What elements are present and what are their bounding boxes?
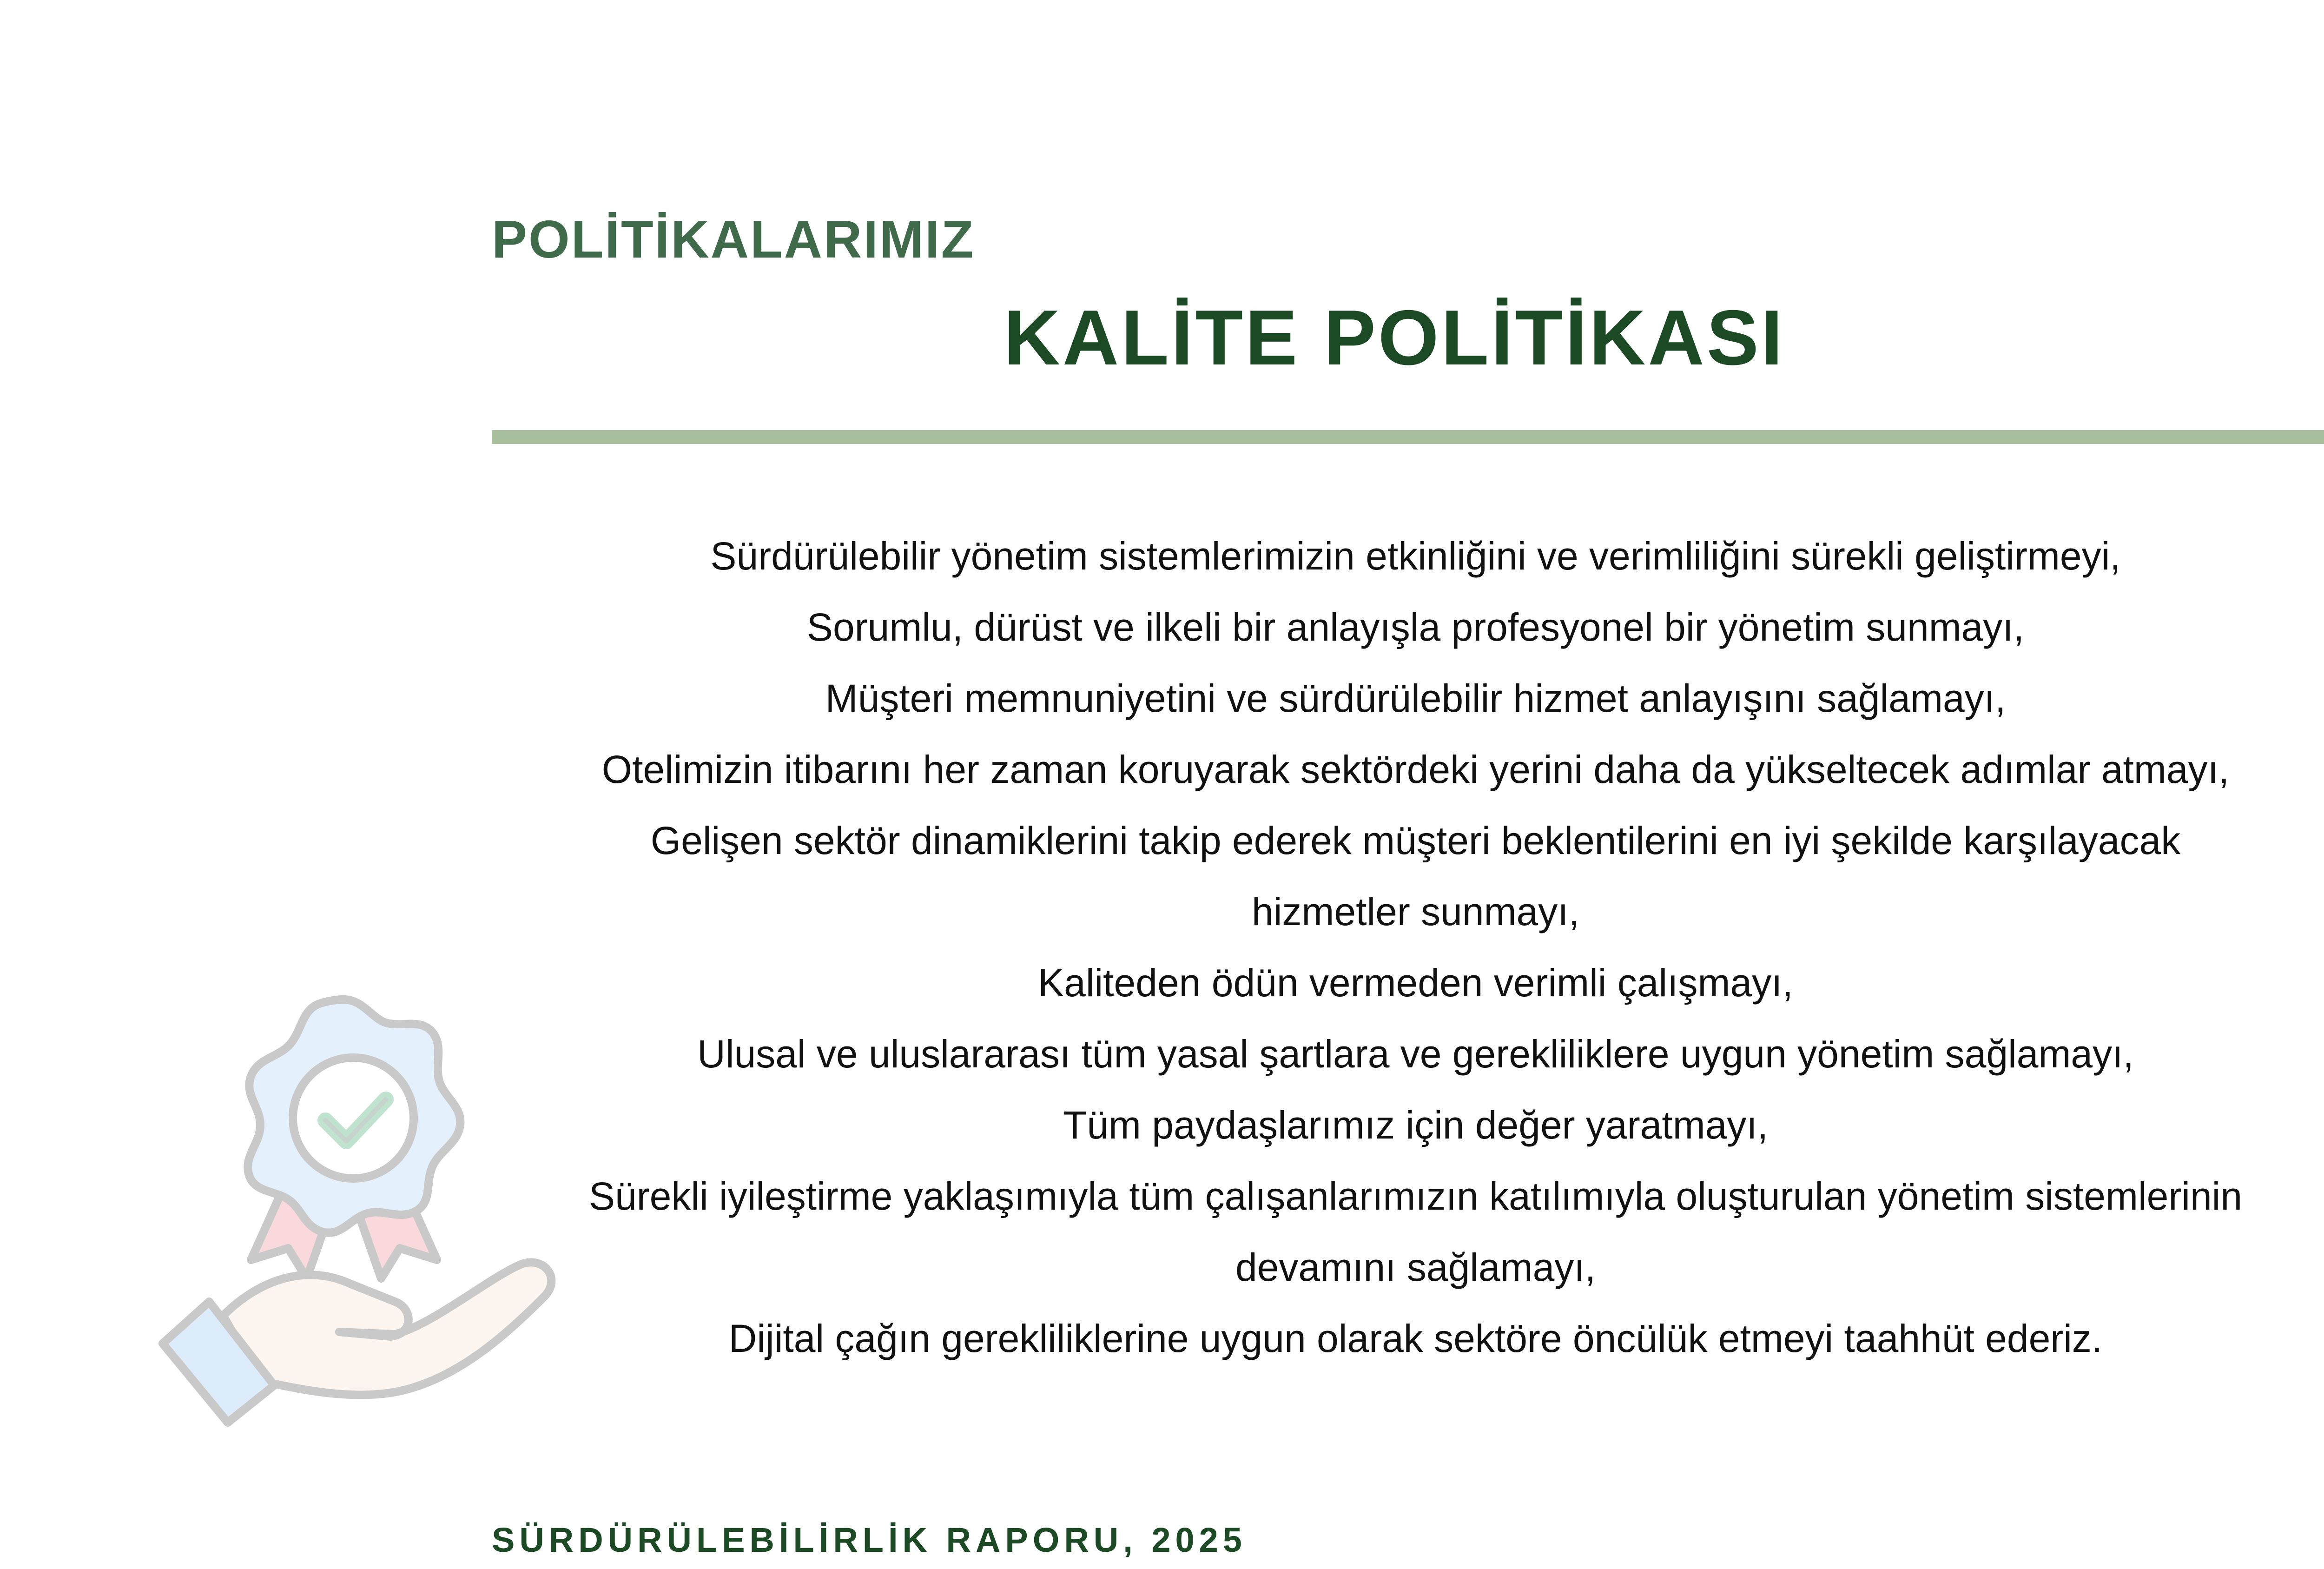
policy-line: hizmetler sunmayı, <box>1252 890 1579 933</box>
award-badge-hand-icon <box>153 981 572 1427</box>
hand-shape <box>223 1262 551 1395</box>
page-title: KALİTE POLİTİKASI <box>1004 294 1785 381</box>
badge-inner-circle <box>293 1058 414 1178</box>
policy-line: Sürdürülebilir yönetim sistemlerimizin etkinliğini ve verimliliğini sürekli geliştirmeyi, <box>710 534 2121 578</box>
policy-line: Otelimizin itibarını her zaman koruyarak sektördeki yerini daha da yükseltecek adımlar atmayı, <box>601 748 2230 791</box>
title-divider <box>492 430 2324 444</box>
policy-line: Müşteri memnuniyetini ve sürdürülebilir hizmet anlayışını sağlamayı, <box>825 676 2006 720</box>
policy-line: Kaliteden ödün vermeden verimli çalışmayı, <box>1038 961 1793 1005</box>
policy-line: Ulusal ve uluslararası tüm yasal şartlara ve gerekliliklere uygun yönetim sağlamayı, <box>697 1032 2134 1076</box>
policy-line: Tüm paydaşlarımız için değer yaratmayı, <box>1063 1103 1769 1147</box>
policy-line: Sorumlu, dürüst ve ilkeli bir anlayışla profesyonel bir yönetim sunmayı, <box>806 605 2025 649</box>
policy-line: Sürekli iyileştirme yaklaşımıyla tüm çalışanlarımızın katılımıyla oluşturulan yönetim sistemlerinin <box>588 1174 2243 1218</box>
policy-line: Gelişen sektör dinamiklerini takip ederek müşteri beklentilerini en iyi şekilde karşılayacak <box>650 819 2181 862</box>
policy-line: Dijital çağın gerekliliklerine uygun olarak sektöre öncülük etmeyi taahhüt ederiz. <box>728 1317 2103 1360</box>
policy-line: devamını sağlamayı, <box>1235 1245 1596 1289</box>
report-footer: SÜRDÜRÜLEBİLİRLİK RAPORU, 2025 <box>492 1521 1247 1559</box>
section-label: POLİTİKALARIMIZ <box>492 210 975 269</box>
policy-text <box>492 521 2324 1374</box>
